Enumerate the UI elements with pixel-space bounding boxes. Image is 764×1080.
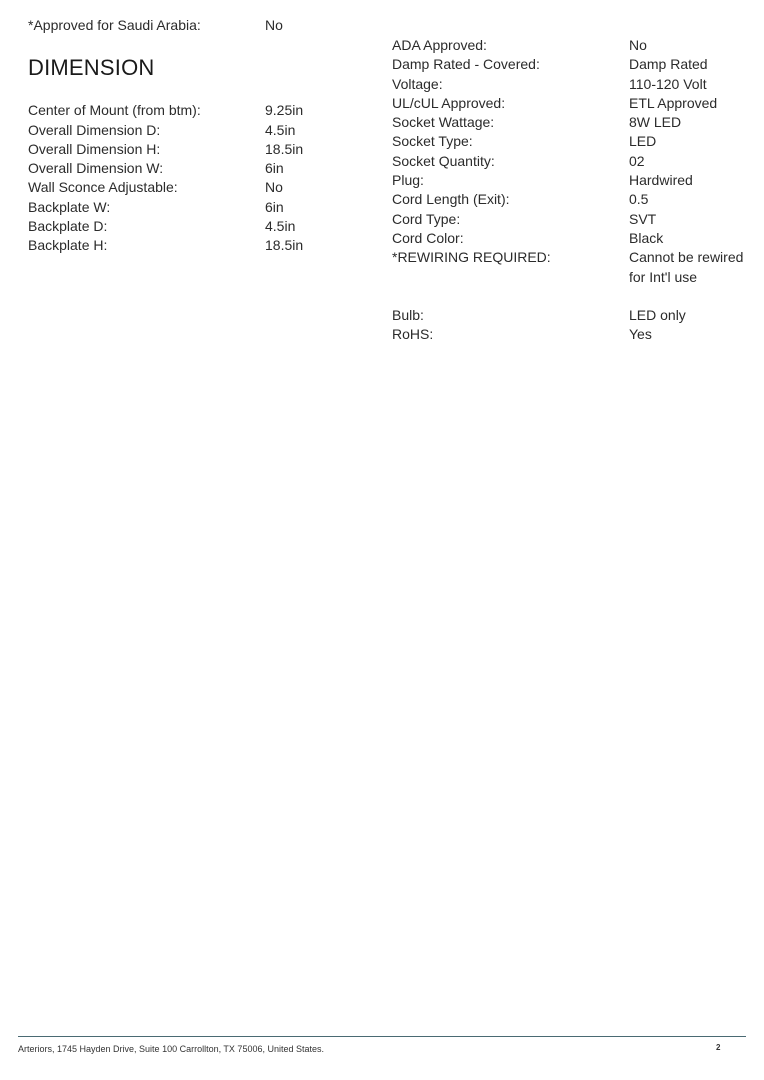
spec-label: UL/cUL Approved: — [392, 94, 506, 111]
spec-row — [28, 159, 358, 178]
spec-row — [28, 101, 358, 120]
spec-row — [392, 36, 752, 55]
spec-value: Cannot be rewired for Int'l use — [629, 249, 744, 285]
spec-row — [28, 198, 358, 217]
spec-row — [28, 121, 358, 140]
spec-value: 6in — [265, 160, 284, 177]
spec-label: Overall Dimension D: — [28, 121, 161, 138]
spec-label: Cord Length (Exit): — [392, 191, 510, 208]
spec-row — [392, 229, 752, 248]
spec-label: Plug: — [392, 172, 424, 189]
spec-row — [392, 306, 752, 325]
spec-label: Backplate H: — [28, 237, 108, 254]
spec-label: Cord Type: — [392, 210, 461, 227]
spec-row — [392, 113, 752, 132]
spec-label: Bulb: — [392, 306, 424, 323]
spec-row — [28, 217, 358, 236]
spec-row — [392, 210, 752, 229]
spec-label: Overall Dimension H: — [28, 140, 161, 157]
section-title-dimension: DIMENSION — [28, 55, 155, 81]
spec-value: 4.5in — [265, 121, 296, 138]
spec-label: *Approved for Saudi Arabia: — [28, 17, 201, 33]
spec-label: Cord Color: — [392, 229, 464, 246]
spec-value: Damp Rated — [629, 56, 708, 73]
spec-value: Hardwired — [629, 172, 693, 189]
spec-label: Voltage: — [392, 75, 443, 92]
spec-value: 4.5in — [265, 218, 296, 235]
spec-label: Socket Quantity: — [392, 152, 495, 169]
spec-label: ADA Approved: — [392, 37, 487, 53]
spec-value: SVT — [629, 210, 657, 227]
right-column — [392, 36, 752, 344]
spec-label: *REWIRING REQUIRED: — [392, 249, 551, 266]
spec-value: LED only — [629, 306, 686, 323]
spec-label: Wall Sconce Adjustable: — [28, 179, 178, 196]
spec-value: 110-120 Volt — [629, 75, 707, 92]
spec-value: LED — [629, 133, 657, 150]
spec-value: 6in — [265, 198, 284, 215]
spec-row — [392, 190, 752, 209]
spec-label: Socket Wattage: — [392, 114, 495, 131]
spec-label: Damp Rated - Covered: — [392, 56, 540, 73]
spec-row — [392, 94, 752, 113]
spec-value: ETL Approved — [629, 94, 718, 111]
dimension-list — [28, 101, 358, 255]
page-number: 2 — [716, 1043, 721, 1052]
footer-divider — [18, 1036, 746, 1037]
footer-address: Arteriors, 1745 Hayden Drive, Suite 100 Carrollton, TX 75006, United States. — [18, 1044, 324, 1054]
spec-row — [392, 171, 752, 190]
spec-row — [392, 132, 752, 151]
spec-label: RoHS: — [392, 326, 434, 343]
spec-label: Backplate D: — [28, 218, 108, 235]
left-column — [28, 16, 358, 256]
spec-label: Backplate W: — [28, 198, 111, 215]
spec-row — [392, 75, 752, 94]
spec-value: 8W LED — [629, 114, 682, 131]
spec-label: Center of Mount (from btm): — [28, 102, 201, 119]
spec-value: 0.5 — [629, 191, 649, 208]
spec-value: No — [265, 179, 283, 196]
spec-row — [28, 140, 358, 159]
spec-value: No — [265, 17, 283, 33]
spec-row — [28, 236, 358, 255]
spec-value: 9.25in — [265, 102, 304, 119]
spec-row — [392, 325, 752, 344]
spec-label: Socket Type: — [392, 133, 473, 150]
spec-row-saudi-approval — [28, 16, 358, 35]
spec-value: Black — [629, 229, 664, 246]
spec-value: 18.5in — [265, 237, 304, 254]
spec-value: 02 — [629, 152, 645, 169]
spec-row-rewiring — [392, 248, 752, 287]
spec-value: No — [629, 37, 647, 53]
spec-row — [392, 152, 752, 171]
spec-row — [28, 178, 358, 197]
spec-label: Overall Dimension W: — [28, 160, 164, 177]
spec-value: 18.5in — [265, 140, 304, 157]
spec-row — [392, 55, 752, 74]
spec-value: Yes — [629, 326, 652, 343]
